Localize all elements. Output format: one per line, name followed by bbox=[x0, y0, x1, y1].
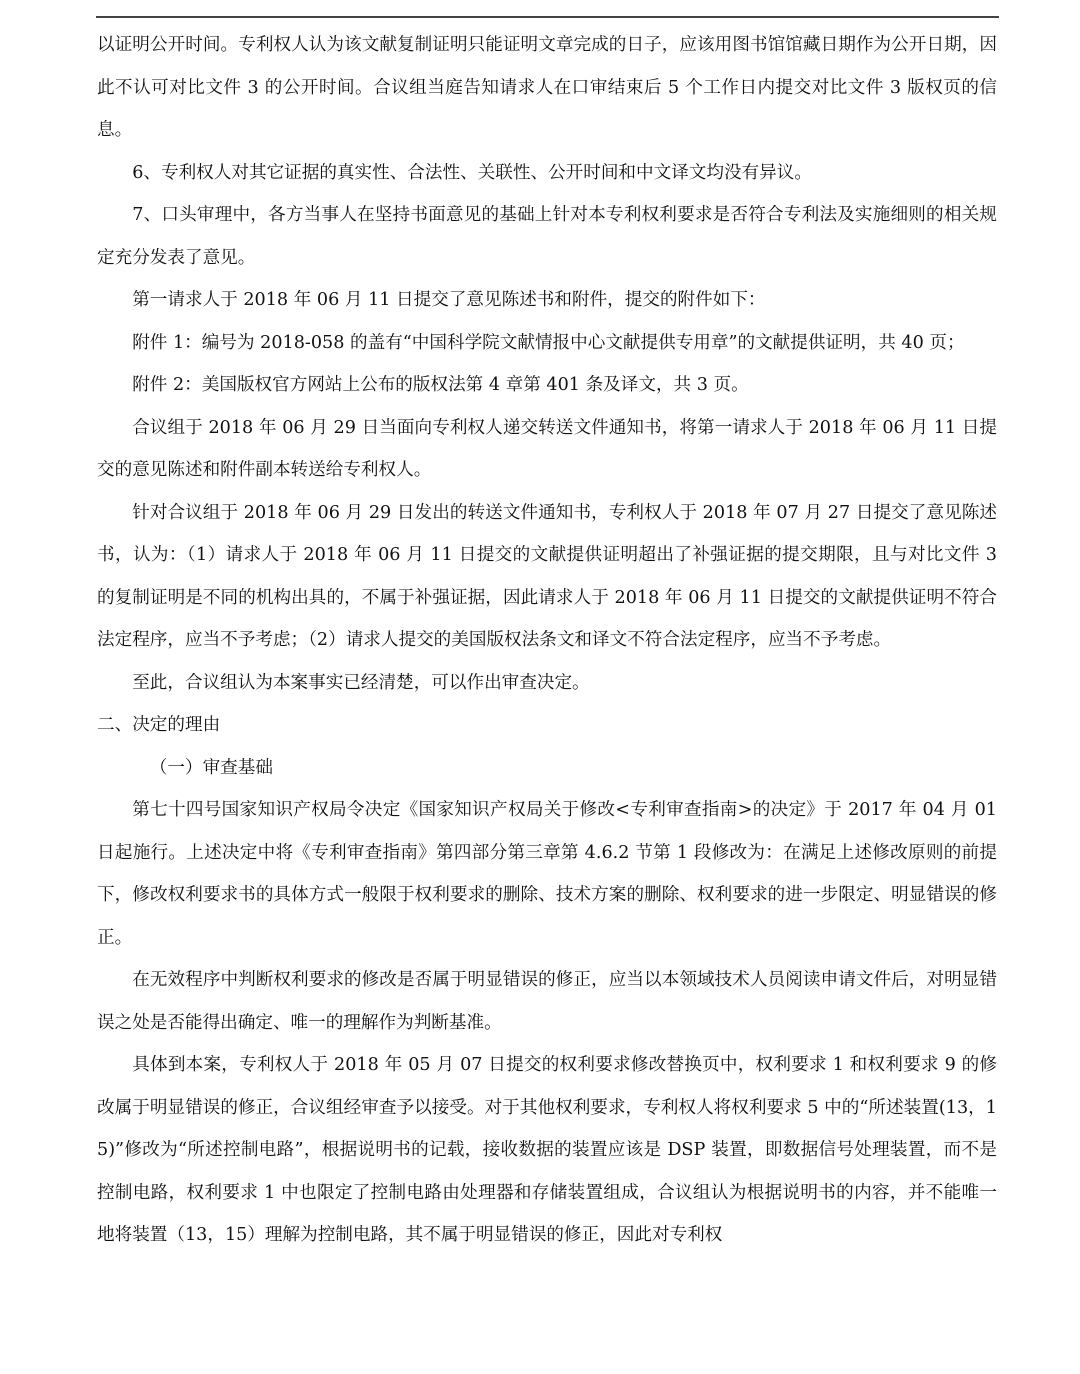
paragraph-item-6: 6、专利权人对其它证据的真实性、合法性、关联性、公开时间和中文译文均没有异议。 bbox=[132, 162, 812, 183]
paragraph-submission: 第一请求人于 2018 年 06 月 11 日提交了意见陈述书和附件，提交的附件如下： bbox=[132, 290, 766, 310]
paragraph-this-case: 具体到本案，专利权人于 2018 年 05 月 07 日提交的权利要求修改替换页中，权利要求 1 和权利要求 9 的修改属于明显错误的修正，合议组经审查予以接受。对于其他权利要求，专利权人将权利要求 5 中的“所述装置(13，15)”修改为“所述控制电路”，根据说明书的记载，接收数据的装置应该是 DSP 装置，即数据信号处理装置，而不是控制电路，权利要求 1 中也限定了控制电路由处理器和存储装置组成，合议组认为根据说明书的内容，并不能唯一地将装置（13，15）理解为控制电路，其不属于明显错误的修正，因此对专利权 bbox=[97, 1055, 997, 1245]
paragraph-continuation: 以证明公开时间。专利权人认为该文献复制证明只能证明文章完成的日子，应该用图书馆馆藏日期作为公开日期，因此不认可对比文件 3 的公开时间。合议组当庭告知请求人在口审结束后 5 个工作日内提交对比文件 3 版权页的信息。 bbox=[97, 35, 997, 140]
paragraph-attachment-2: 附件 2：美国版权官方网站上公布的版权法第 4 章第 401 条及译文，共 3 页。 bbox=[132, 375, 749, 395]
paragraph-order-74: 第七十四号国家知识产权局令决定《国家知识产权局关于修改<专利审查指南>的决定》于 2017 年 04 月 01 日起施行。上述决定中将《专利审查指南》第四部分第三章第 4.6.2 节第 1 段修改为：在满足上述修改原则的前提下，修改权利要求书的具体方式一般限于权利要求的删除、技术方案的删除、权利要求的进一步限定、明显错误的修正。 bbox=[97, 800, 997, 948]
header-rule bbox=[96, 16, 999, 18]
paragraph-patentee-opinion: 针对合议组于 2018 年 06 月 29 日发出的转送文件通知书，专利权人于 2018 年 07 月 27 日提交了意见陈述书，认为：（1）请求人于 2018 年 06 月 11 日提交的文献提供证明超出了补强证据的提交期限，且与对比文件 3 的复制证明是不同的机构出具的，不属于补强证据，因此请求人于 2018 年 06 月 11 日提交的文献提供证明不符合法定程序，应当不予考虑；（2）请求人提交的美国版权法条文和译文不符合法定程序，应当不予考虑。 bbox=[97, 502, 997, 650]
paragraph-attachment-1: 附件 1：编号为 2018-058 的盖有“中国科学院文献情报中心文献提供专用章”的文献提供证明，共 40 页； bbox=[132, 332, 965, 353]
document-body bbox=[97, 24, 997, 1257]
paragraph-judgment-standard: 在无效程序中判断权利要求的修改是否属于明显错误的修正，应当以本领域技术人员阅读申请文件后，对明显错误之处是否能得出确定、唯一的理解作为判断基准。 bbox=[97, 970, 997, 1033]
section-heading: 二、决定的理由 bbox=[97, 715, 221, 735]
paragraph-facts-clear: 至此，合议组认为本案事实已经清楚，可以作出审查决定。 bbox=[132, 672, 590, 693]
paragraph-item-7: 7、口头审理中，各方当事人在坚持书面意见的基础上针对本专利权利要求是否符合专利法及实施细则的相关规定充分发表了意见。 bbox=[97, 205, 997, 268]
paragraph-transfer-notice: 合议组于 2018 年 06 月 29 日当面向专利权人递交转送文件通知书，将第一请求人于 2018 年 06 月 11 日提交的意见陈述和附件副本转送给专利权人。 bbox=[97, 417, 997, 480]
subsection-heading: （一）审查基础 bbox=[149, 757, 273, 778]
